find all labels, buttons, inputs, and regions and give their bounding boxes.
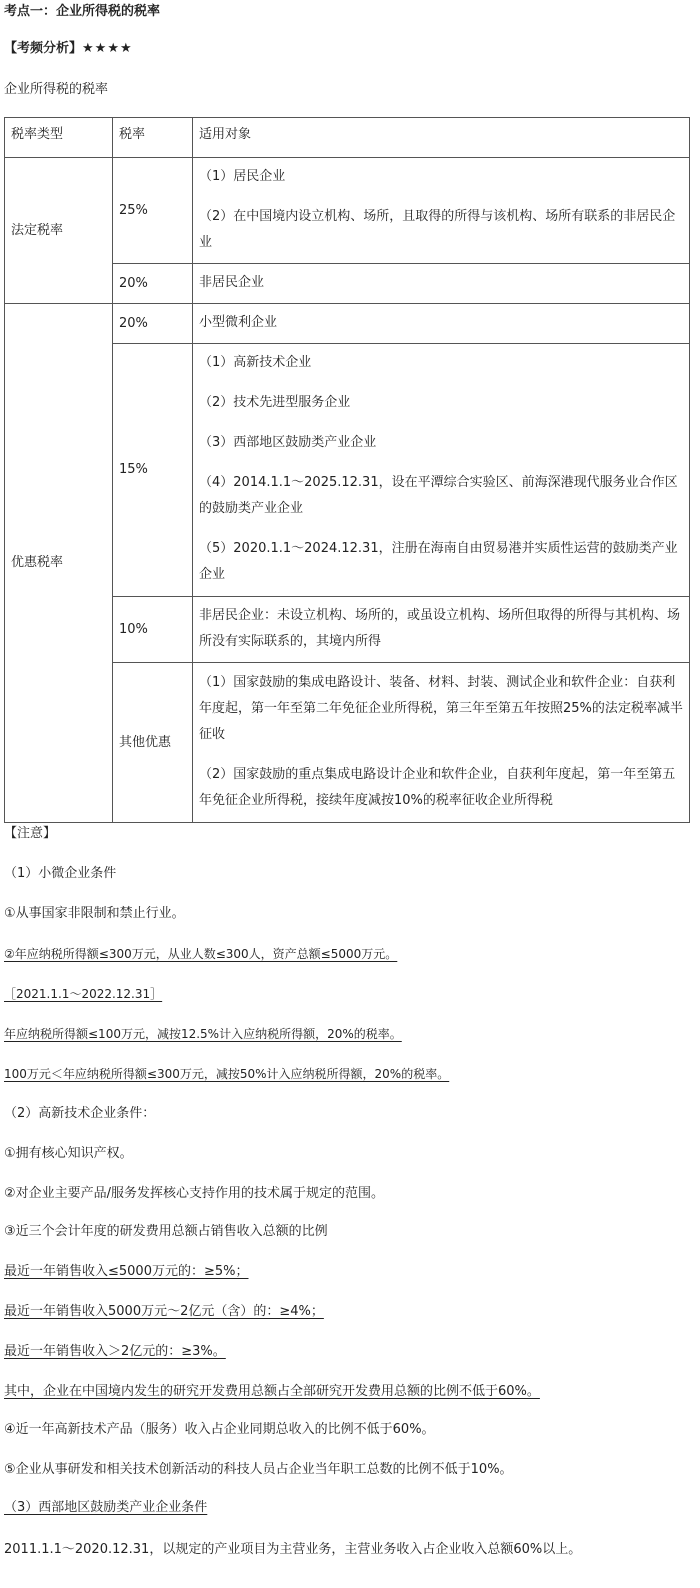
rate-type-preferential: 优惠税率 [5, 304, 113, 823]
applicable-item: （1）居民企业 [199, 168, 286, 184]
applicable-item: 非居民企业 [199, 274, 265, 290]
frequency-analysis [4, 39, 133, 59]
note-heading: 【注意】 [4, 826, 57, 841]
header-rate: 税率 [113, 118, 193, 158]
applicable-item: （2）在中国境内设立机构、场所，且取得的所得与该机构、场所有联系的非居民企业 [199, 208, 676, 250]
note-line: ②对企业主要产品/服务发挥核心支持作用的技术属于规定的范围。 [4, 1186, 385, 1201]
applicable-item: 小型微利企业 [199, 314, 278, 330]
applicable-item: （2）国家鼓励的重点集成电路设计企业和软件企业，自获利年度起，第一年至第五年免征企业所得税，接续年度减按10%的税率征收企业所得税 [199, 766, 676, 808]
applicable-item: （3）西部地区鼓励类产业企业 [199, 435, 377, 450]
applicable-item: 非居民企业：未设立机构、场所的，或虽设立机构、场所但取得的所得与其机构、场所没有实际联系的，其境内所得 [199, 607, 681, 649]
frequency-stars: ★★★★ [82, 41, 133, 56]
note-line: ①从事国家非限制和禁止行业。 [4, 906, 185, 921]
applicable-item: （4）2014.1.1～2025.12.31，设在平潭综合实验区、前海深港现代服务业合作区的鼓励类产业企业 [199, 475, 678, 516]
rate-cell: 其他优惠 [113, 663, 193, 823]
applicable-cell [193, 304, 690, 344]
applicable-cell [193, 264, 690, 304]
note-line: 100万元＜年应纳税所得额≤300万元，减按50%计入应纳税所得额，20%的税率。 [4, 1067, 450, 1081]
rate-cell: 25% [113, 158, 193, 264]
header-applicable: 适用对象 [193, 118, 690, 158]
rate-type-statutory: 法定税率 [5, 158, 113, 304]
note-line: 其中，企业在中国境内发生的研究开发费用总额占全部研究开发费用总额的比例不低于60%。 [4, 1384, 540, 1399]
table-row [5, 158, 690, 264]
applicable-cell [193, 344, 690, 597]
applicable-cell [193, 158, 690, 264]
header-rate-type: 税率类型 [5, 118, 113, 158]
rate-cell: 15% [113, 344, 193, 597]
table-caption: 企业所得税的税率 [4, 82, 109, 97]
note-line: 2011.1.1～2020.12.31，以规定的产业项目为主营业务，主营业务收入占企业收入总额60%以上。 [4, 1542, 582, 1557]
note-line: ⑤企业从事研发和相关技术创新活动的科技人员占企业当年职工总数的比例不低于10%。 [4, 1462, 513, 1477]
rate-cell: 20% [113, 304, 193, 344]
frequency-label: 【考频分析】 [4, 41, 83, 56]
rate-cell: 10% [113, 597, 193, 663]
applicable-cell [193, 663, 690, 823]
applicable-item: （1）高新技术企业 [199, 355, 312, 370]
note-line: （1）小微企业条件 [4, 866, 117, 881]
note-line: ①拥有核心知识产权。 [4, 1146, 133, 1161]
note-line: （2）高新技术企业条件： [4, 1106, 156, 1121]
note-line: 最近一年销售收入≤5000万元的：≥5%； [4, 1264, 249, 1279]
note-line: （3）西部地区鼓励类产业企业条件 [4, 1500, 208, 1515]
note-line: ②年应纳税所得额≤300万元，从业人数≤300人，资产总额≤5000万元。 [4, 947, 398, 961]
applicable-cell [193, 597, 690, 663]
note-line: ④近一年高新技术产品（服务）收入占企业同期总收入的比例不低于60%。 [4, 1422, 435, 1437]
page-title: 考点一：企业所得税的税率 [4, 4, 161, 19]
table-header-row [5, 118, 690, 158]
applicable-item: （2）技术先进型服务企业 [199, 395, 351, 410]
note-line: ③近三个会计年度的研发费用总额占销售收入总额的比例 [4, 1224, 328, 1239]
note-line: 最近一年销售收入＞2亿元的：≥3%。 [4, 1344, 226, 1359]
rate-cell: 20% [113, 264, 193, 304]
applicable-item: （5）2020.1.1～2024.12.31，注册在海南自由贸易港并实质性运营的鼓励类产业企业 [199, 541, 678, 582]
table-row [5, 304, 690, 344]
applicable-item: （1）国家鼓励的集成电路设计、装备、材料、封装、测试企业和软件企业：自获利年度起，第一年至第二年免征企业所得税，第三年至第五年按照25%的法定税率减半征收 [199, 674, 683, 742]
tax-rate-table [4, 117, 690, 823]
note-line: 最近一年销售收入5000万元～2亿元（含）的：≥4%； [4, 1304, 324, 1319]
note-line: ［2021.1.1～2022.12.31］ [4, 987, 163, 1001]
note-line: 年应纳税所得额≤100万元，减按12.5%计入应纳税所得额，20%的税率。 [4, 1027, 402, 1041]
